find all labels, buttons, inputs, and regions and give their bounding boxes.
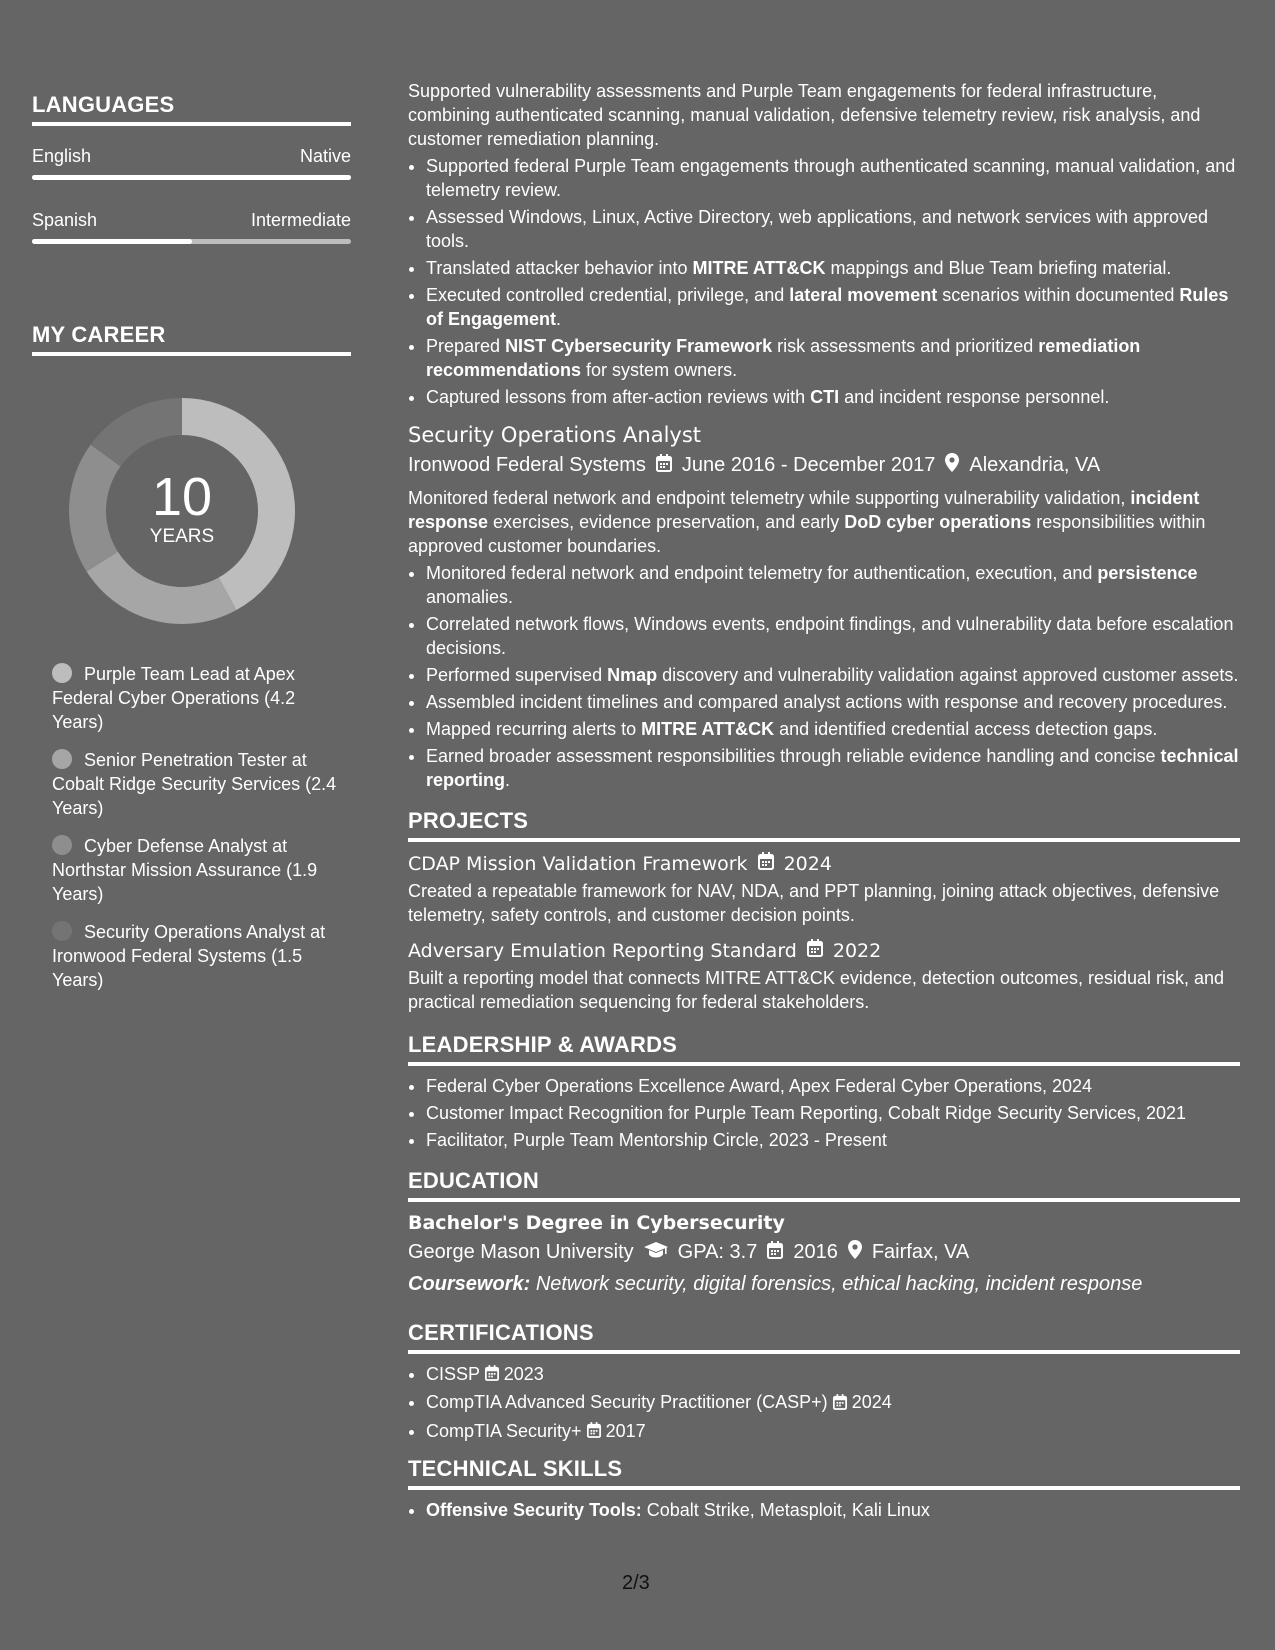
language-item: [32, 146, 351, 180]
skill-value: Cobalt Strike, Metasploit, Kali Linux: [646, 1499, 930, 1520]
project-item: [408, 939, 1240, 1014]
language-bar: [32, 175, 351, 180]
map-pin-icon: [848, 1240, 862, 1265]
language-bar: [32, 239, 351, 244]
career-donut-chart: [67, 396, 297, 626]
cert-name: CompTIA Advanced Security Practitioner (CASP+): [426, 1392, 828, 1413]
cert-year: 2017: [605, 1420, 646, 1441]
list-item: • Captured lessons from after-action reviews with CTI and incident response personnel.: [426, 385, 1240, 409]
main-content: [408, 79, 1240, 1525]
list-item: • Earned broader assessment responsibilities through reliable evidence handling and concise technical reporting.: [426, 744, 1240, 792]
legend-dot: [52, 921, 72, 941]
language-name: English: [32, 146, 92, 166]
coursework: [408, 1273, 1240, 1296]
list-item: • Translated attacker behavior into MITRE ATT&CK mappings and Blue Team briefing material.: [426, 256, 1240, 280]
company-name: Ironwood Federal Systems: [408, 454, 646, 476]
career-legend: [32, 662, 351, 992]
legend-label: Purple Team Lead at Apex Federal Cyber Operations (4.2 Years): [52, 664, 296, 732]
cert-year: 2023: [503, 1364, 544, 1384]
career-heading: MY CAREER: [32, 322, 351, 356]
job-location: Alexandria, VA: [969, 454, 1101, 476]
graduation-year: 2016: [793, 1241, 838, 1263]
coursework-text: Network security, digital forensics, ethical hacking, incident response: [535, 1273, 1143, 1295]
donut-segment: [87, 552, 237, 624]
language-bar-fill: [32, 175, 351, 180]
legend-dot: [52, 749, 72, 769]
legend-label: Security Operations Analyst at Ironwood Federal Systems (1.5 Years): [52, 922, 326, 990]
leadership-list: [408, 1074, 1240, 1152]
gpa: GPA: 3.7: [677, 1241, 758, 1263]
legend-label: Senior Penetration Tester at Cobalt Ridge Security Services (2.4 Years): [52, 750, 337, 818]
legend-item: [32, 920, 351, 992]
calendar-icon: [656, 454, 672, 478]
legend-label: Cyber Defense Analyst at Northstar Mission Assurance (1.9 Years): [52, 836, 318, 904]
graduation-cap-icon: [644, 1241, 668, 1264]
leadership-heading: LEADERSHIP & AWARDS: [408, 1032, 1240, 1066]
certifications-heading: CERTIFICATIONS: [408, 1320, 1240, 1354]
list-item: • Executed controlled credential, privilege, and lateral movement scenarios within documented Rules of Engagement.: [426, 283, 1240, 331]
job-title: Security Operations Analyst: [408, 423, 702, 447]
list-item: • Assessed Windows, Linux, Active Directory, web applications, and network services with approved tools.: [426, 205, 1240, 253]
languages-heading: LANGUAGES: [32, 92, 351, 126]
cert-name: CompTIA Security+: [426, 1420, 582, 1441]
list-item: • Facilitator, Purple Team Mentorship Circle, 2023 - Present: [426, 1128, 1240, 1152]
job-bullets: [408, 561, 1240, 792]
list-item: • Correlated network flows, Windows events, endpoint findings, and vulnerability data before escalation decisions.: [426, 612, 1240, 660]
education-heading: EDUCATION: [408, 1168, 1240, 1202]
calendar-icon: [758, 852, 774, 875]
legend-dot: [52, 663, 72, 683]
project-description: Created a repeatable framework for NAV, NDA, and PPT planning, joining attack objectives, defensive telemetry, safety controls, and customer decision points.: [408, 881, 1220, 925]
language-name: Spanish: [32, 210, 98, 230]
project-title: Adversary Emulation Reporting Standard: [408, 939, 797, 962]
cert-year: 2024: [851, 1392, 892, 1413]
legend-item: [32, 748, 351, 820]
project-year: 2024: [783, 852, 832, 875]
calendar-icon: [587, 1420, 601, 1444]
projects-heading: PROJECTS: [408, 808, 1240, 842]
sidebar: [32, 92, 351, 1006]
job-summary: Monitored federal network and endpoint telemetry while supporting vulnerability validation, incident response exercises, evidence preservation, and early DoD cyber operations responsibilities within approved customer boundaries.: [408, 488, 1206, 556]
list-item: [426, 1419, 1240, 1444]
coursework-label: Coursework:: [408, 1273, 531, 1295]
list-item: [426, 1390, 1240, 1415]
calendar-icon: [807, 939, 823, 962]
calendar-icon: [485, 1363, 499, 1387]
calendar-icon: [833, 1392, 847, 1416]
school-location: Fairfax, VA: [871, 1241, 970, 1263]
cert-name: CISSP: [426, 1364, 480, 1384]
page-number: 2/3: [622, 1572, 650, 1594]
job-bullets: [408, 154, 1240, 409]
language-item: [32, 210, 351, 244]
job-dates: June 2016 - December 2017: [681, 454, 936, 476]
list-item: • Supported federal Purple Team engagements through authenticated scanning, manual validation, and telemetry review.: [426, 154, 1240, 202]
career-total-unit: YEARS: [149, 526, 215, 547]
list-item: • Monitored federal network and endpoint telemetry for authentication, execution, and persistence anomalies.: [426, 561, 1240, 609]
skill-label: Offensive Security Tools:: [426, 1499, 642, 1520]
education-meta: [408, 1240, 1240, 1265]
project-year: 2022: [832, 939, 882, 962]
list-item: • Prepared NIST Cybersecurity Framework risk assessments and prioritized remediation recommendations for system owners.: [426, 334, 1240, 382]
list-item: [426, 1498, 1240, 1522]
list-item: • Customer Impact Recognition for Purple Team Reporting, Cobalt Ridge Security Services, 2021: [426, 1101, 1240, 1125]
project-description: Built a reporting model that connects MITRE ATT&CK evidence, detection outcomes, residual risk, and practical remediation sequencing for federal stakeholders.: [408, 968, 1225, 1012]
calendar-icon: [767, 1241, 783, 1265]
legend-item: [32, 834, 351, 906]
job-meta: [408, 453, 1240, 478]
list-item: • Federal Cyber Operations Excellence Award, Apex Federal Cyber Operations, 2024: [426, 1074, 1240, 1098]
school-name: George Mason University: [408, 1241, 634, 1263]
language-level: Intermediate: [250, 210, 351, 230]
project-item: [408, 852, 1240, 927]
list-item: • Assembled incident timelines and compared analyst actions with response and recovery procedures.: [426, 690, 1240, 714]
language-bar-fill: [32, 239, 192, 244]
career-total-number: 10: [151, 467, 213, 527]
legend-item: [32, 662, 351, 734]
legend-dot: [52, 835, 72, 855]
list-item: • Mapped recurring alerts to MITRE ATT&CK and identified credential access detection gaps.: [426, 717, 1240, 741]
degree-title: Bachelor's Degree in Cybersecurity: [408, 1212, 785, 1234]
certifications-list: [408, 1362, 1240, 1444]
list-item: [426, 1362, 1240, 1387]
project-title: CDAP Mission Validation Framework: [408, 852, 748, 875]
skills-heading: TECHNICAL SKILLS: [408, 1456, 1240, 1490]
map-pin-icon: [945, 453, 959, 478]
skills-list: [408, 1498, 1240, 1522]
job-summary: Supported vulnerability assessments and Purple Team engagements for federal infrastructure, combining authenticated scanning, manual validation, defensive telemetry review, risk analysis, and customer remediation planning.: [408, 81, 1201, 149]
language-level: Native: [299, 146, 351, 166]
list-item: • Performed supervised Nmap discovery and vulnerability validation against approved customer assets.: [426, 663, 1240, 687]
